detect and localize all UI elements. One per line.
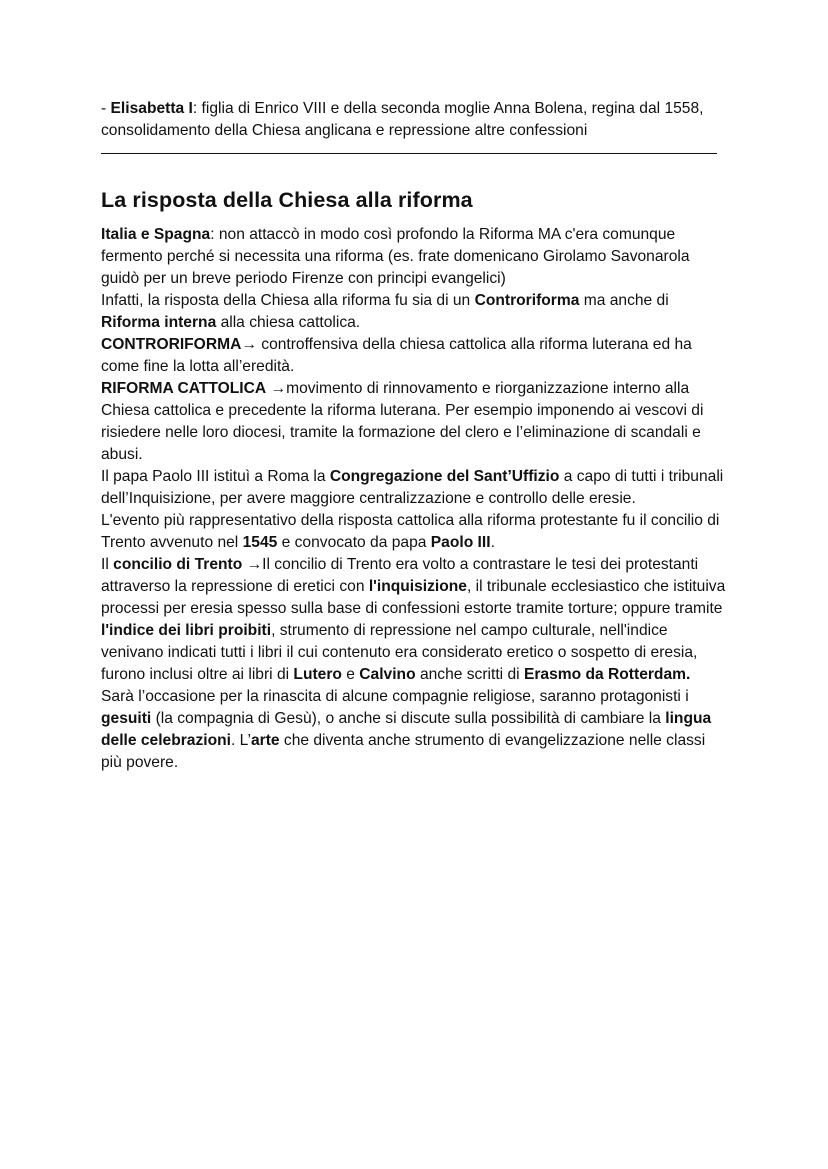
paragraph-text: L'evento più rappresentativo della risposta cattolica alla riforma protestante fu il concilio di Trento avvenuto nel — [101, 512, 720, 551]
intro-text: : figlia di Enrico VIII e della seconda moglie Anna Bolena, regina dal 1558, consolidamento della Chiesa anglicana e repressione altre confessioni — [101, 100, 704, 139]
bold-term: Controriforma — [474, 292, 580, 309]
paragraph-text: Il papa Paolo III istituì a Roma la — [101, 468, 330, 485]
paragraph-italia-spagna — [101, 224, 727, 290]
horizontal-divider — [101, 153, 717, 154]
paragraph-text: che diventa anche strumento di evangelizzazione nelle classi più povere. — [101, 732, 706, 771]
paragraph-text: →Il concilio di Trento era volto a contrastare le tesi dei protestanti attraverso la repressione di eretici con — [101, 556, 699, 595]
paragraph-evento — [101, 510, 727, 554]
paragraph-controriforma — [101, 334, 727, 378]
paragraph-risposta — [101, 290, 727, 334]
paragraph-text: : non attaccò in modo così profondo la Riforma MA c'era comunque fermento perché si necessita una riforma (es. frate domenicano Girolamo Savonarola guidò per un breve periodo Firenze con principi evangelici) — [101, 226, 690, 287]
bold-term: Italia e Spagna — [101, 226, 211, 243]
document-page — [101, 98, 727, 774]
paragraph-text: , il tribunale ecclesiastico che istituiva processi per eresia spesso sulla base di confessioni estorte tramite torture; oppure tramite — [101, 578, 726, 617]
paragraph-text: →movimento di rinnovamento e riorganizzazione interno alla Chiesa cattolica e precedente la riforma luterana. Per esempio imponendo ai vescovi di risiedere nelle loro diocesi, tramite la formazione del clero e l’eliminazione di scandali e abusi. — [101, 380, 704, 463]
section-body — [101, 224, 727, 774]
bold-term: Paolo III — [430, 534, 491, 551]
paragraph-santuffizio — [101, 466, 727, 510]
bold-term: 1545 — [242, 534, 278, 551]
bold-term: lingua delle celebrazioni — [101, 710, 712, 749]
bold-term: arte — [250, 732, 280, 749]
bold-term: Congregazione del Sant’Uffizio — [329, 468, 560, 485]
paragraph-text: anche scritti di — [415, 666, 524, 683]
bold-term: Erasmo da Rotterdam. — [523, 666, 691, 683]
paragraph-riforma-cattolica — [101, 378, 727, 466]
paragraph-text: → controffensiva della chiesa cattolica alla riforma luterana ed ha come fine la lotta all’eredità. — [101, 336, 692, 375]
section-title: La risposta della Chiesa alla riforma — [101, 188, 473, 212]
bold-term: l'indice dei libri proibiti — [101, 622, 272, 639]
bold-term: RIFORMA CATTOLICA — [101, 380, 267, 397]
paragraph-text: Infatti, la risposta della Chiesa alla riforma fu sia di un — [101, 292, 475, 309]
paragraph-text: . L’ — [231, 732, 251, 749]
paragraph-text: . — [490, 534, 495, 551]
paragraph-text: e — [341, 666, 360, 683]
intro-paragraph — [101, 98, 727, 142]
paragraph-concilio — [101, 554, 727, 686]
paragraph-text: Il — [101, 556, 114, 573]
bold-term: CONTRORIFORMA — [101, 336, 242, 353]
paragraph-text: ma anche di — [579, 292, 669, 309]
bold-term: Riforma interna — [101, 314, 217, 331]
paragraph-gesuiti — [101, 686, 727, 774]
paragraph-text: e convocato da papa — [277, 534, 431, 551]
bold-term: gesuiti — [101, 710, 152, 727]
intro-name: Elisabetta I — [110, 100, 193, 117]
bold-term: concilio di Trento — [113, 556, 243, 573]
paragraph-text: (la compagnia di Gesù), o anche si discute sulla possibilità di cambiare la — [151, 710, 666, 727]
paragraph-text: a capo di tutti i tribunali dell’Inquisizione, per avere maggiore centralizzazione e controllo delle eresie. — [101, 468, 724, 507]
bold-term: l'inquisizione — [368, 578, 467, 595]
paragraph-text: , strumento di repressione nel campo culturale, nell'indice venivano indicati tutti i libri il cui contenuto era considerato eretico o sospetto di eresia, furono inclusi oltre ai libri di — [101, 622, 698, 683]
intro-prefix: - — [101, 100, 111, 117]
bold-term: Calvino — [359, 666, 416, 683]
paragraph-text: Sarà l’occasione per la rinascita di alcune compagnie religiose, saranno protagonisti i — [101, 688, 689, 705]
bold-term: Lutero — [293, 666, 342, 683]
paragraph-text: alla chiesa cattolica. — [216, 314, 361, 331]
